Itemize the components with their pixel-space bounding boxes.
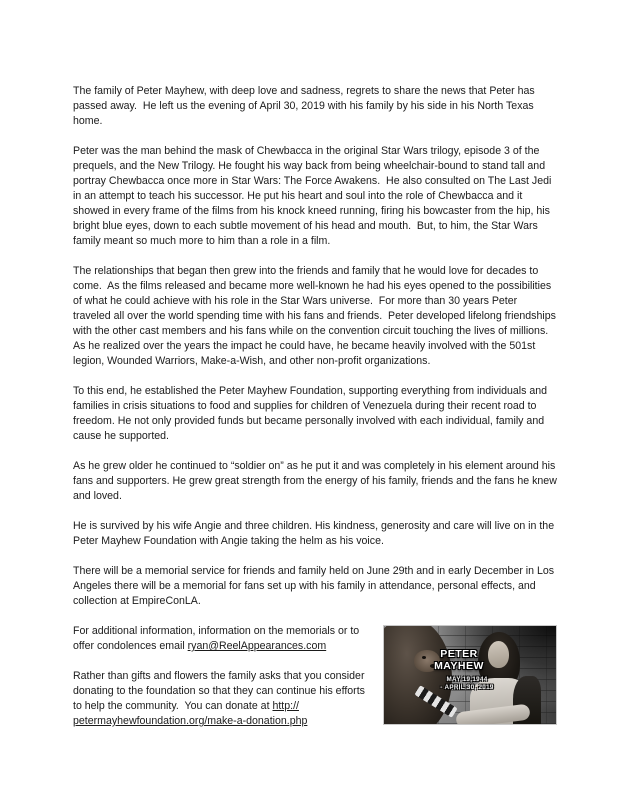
paragraph-chewbacca-role: Peter was the man behind the mask of Chewbacca in the original Star Wars trilogy, episode 3 of the prequels, and the New Trilogy. He fought his way back from being wheelchair-bound to stand tall and portray Chewbacca once more in Star Wars: The Force Awakens. He also consulted on The Last Jedi in an attempt to teach his successor. He put his heart and soul into the role of Chewbacca and it showed in every frame of the films from his knock kneed running, firing his bowcaster from the hip, his bright blue eyes, down to each subtle movement of his head and mouth. But, to him, the Star Wars family meant so much more to him than a role in a film. (73, 145, 555, 247)
photo-caption-dates (426, 676, 508, 692)
document-content (73, 84, 560, 744)
paragraph-memorial-service: There will be a memorial service for friends and family held on June 29th and in early December in Los Angeles there will be a memorial for fans set up with his family in attendance, personal effects, and collection at EmpireConLA. (73, 565, 557, 607)
caption-dates-line2: - APRIL 30, 2019 (440, 684, 494, 691)
donation-url-scheme: http:// (272, 700, 299, 712)
paragraph-foundation: To this end, he established the Peter Mayhew Foundation, supporting everything from individuals and families in crisis situations to food and supplies for children of Venezuela during their recent road to freedom. He not only provided funds but became personally involved with each individual, family and cause he supported. (73, 385, 551, 442)
paragraph-soldier-on: As he grew older he continued to “soldier on” as he put it and was completely in his element around his fans and supporters. He grew great strength from the energy of his family, friends and the fans he knew and loved. (73, 460, 560, 502)
paragraph-announcement: The family of Peter Mayhew, with deep love and sadness, regrets to share the news that Peter has passed away. He left us the evening of April 30, 2019 with his family by his side in his North Texas home. (73, 85, 538, 127)
caption-dates-line1: MAY 19,1944 (446, 676, 488, 683)
contact-email-link[interactable]: ryan@ReelAppearances.com (187, 640, 327, 652)
memorial-photo (383, 625, 557, 725)
paragraph-survived-by: He is survived by his wife Angie and three children. His kindness, generosity and care will live on in the Peter Mayhew Foundation with Angie taking the helm as his voice. (73, 520, 558, 547)
donation-url-path: petermayhewfoundation.org/make-a-donation.php (73, 715, 308, 727)
caption-name-line2: MAYHEW (434, 660, 484, 672)
contact-text: For additional information, information on the memorials or to offer condolences email (73, 625, 363, 652)
photo-caption-name (422, 648, 496, 672)
caption-name-line1: PETER (440, 648, 478, 660)
paragraph-relationships: The relationships that began then grew into the friends and family that he would love for decades to come. As the films released and became more well-known he had his eyes opened to the possibilities of what he could achieve with his role in the Star Wars universe. For more than 30 years Peter traveled all over the world spending time with his fans and friends. Peter developed lifelong friendships with the other cast members and his fans while on the convention circuit touching the lives of millions. As he realized over the years the impact he could have, he became heavily involved with the 501st legion, Wounded Warriors, Make-a-Wish, and other non-profit organizations. (73, 265, 559, 367)
donation-text: Rather than gifts and flowers the family asks that you consider donating to the foundation so that they can continue his efforts to help the community. You can donate at (73, 670, 368, 712)
